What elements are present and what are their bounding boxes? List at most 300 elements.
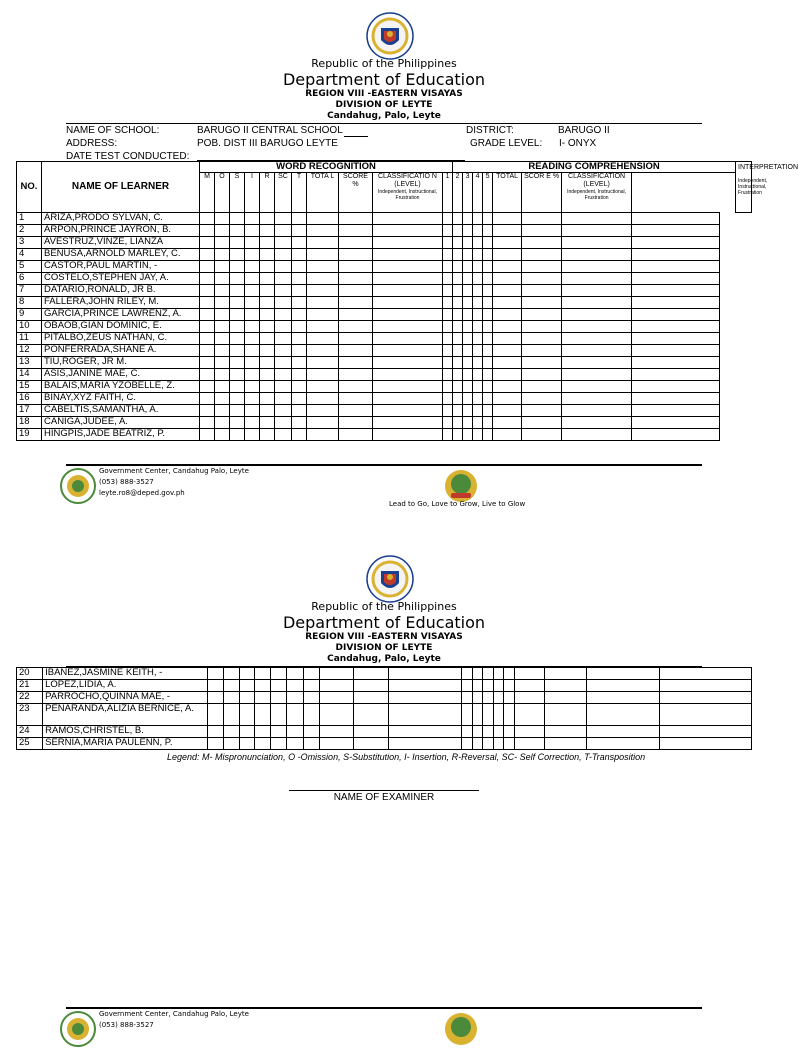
score-cell[interactable]: [493, 237, 522, 249]
score-cell[interactable]: [339, 213, 373, 225]
score-cell[interactable]: [200, 381, 215, 393]
score-cell[interactable]: [514, 680, 544, 692]
score-cell[interactable]: [632, 261, 720, 273]
score-cell[interactable]: [586, 738, 659, 750]
score-cell[interactable]: [286, 738, 304, 750]
score-cell[interactable]: [483, 393, 493, 405]
score-cell[interactable]: [632, 225, 720, 237]
score-cell[interactable]: [223, 680, 239, 692]
score-cell[interactable]: [483, 704, 493, 726]
score-cell[interactable]: [275, 285, 292, 297]
score-cell[interactable]: [522, 393, 562, 405]
score-cell[interactable]: [307, 429, 339, 441]
score-cell[interactable]: [373, 393, 443, 405]
score-cell[interactable]: [200, 309, 215, 321]
score-cell[interactable]: [443, 321, 453, 333]
score-cell[interactable]: [200, 273, 215, 285]
score-cell[interactable]: [373, 369, 443, 381]
score-cell[interactable]: [562, 297, 632, 309]
score-cell[interactable]: [275, 249, 292, 261]
score-cell[interactable]: [473, 381, 483, 393]
score-cell[interactable]: [307, 345, 339, 357]
score-cell[interactable]: [286, 680, 304, 692]
score-cell[interactable]: [483, 333, 493, 345]
score-cell[interactable]: [275, 417, 292, 429]
score-cell[interactable]: [462, 704, 472, 726]
score-cell[interactable]: [514, 692, 544, 704]
score-cell[interactable]: [544, 680, 586, 692]
score-cell[interactable]: [223, 726, 239, 738]
score-cell[interactable]: [307, 273, 339, 285]
score-cell[interactable]: [562, 237, 632, 249]
score-cell[interactable]: [462, 738, 472, 750]
score-cell[interactable]: [200, 417, 215, 429]
score-cell[interactable]: [245, 213, 260, 225]
score-cell[interactable]: [483, 345, 493, 357]
score-cell[interactable]: [339, 417, 373, 429]
score-cell[interactable]: [586, 668, 659, 680]
score-cell[interactable]: [260, 309, 275, 321]
score-cell[interactable]: [230, 369, 245, 381]
score-cell[interactable]: [373, 285, 443, 297]
score-cell[interactable]: [473, 249, 483, 261]
score-cell[interactable]: [562, 417, 632, 429]
score-cell[interactable]: [275, 429, 292, 441]
score-cell[interactable]: [522, 321, 562, 333]
score-cell[interactable]: [472, 738, 482, 750]
score-cell[interactable]: [389, 726, 462, 738]
score-cell[interactable]: [353, 738, 389, 750]
score-cell[interactable]: [504, 738, 514, 750]
score-cell[interactable]: [493, 213, 522, 225]
score-cell[interactable]: [239, 692, 255, 704]
score-cell[interactable]: [493, 261, 522, 273]
score-cell[interactable]: [339, 357, 373, 369]
score-cell[interactable]: [522, 225, 562, 237]
score-cell[interactable]: [473, 213, 483, 225]
score-cell[interactable]: [453, 381, 463, 393]
score-cell[interactable]: [373, 249, 443, 261]
score-cell[interactable]: [200, 237, 215, 249]
score-cell[interactable]: [472, 726, 482, 738]
score-cell[interactable]: [632, 369, 720, 381]
score-cell[interactable]: [215, 225, 230, 237]
score-cell[interactable]: [275, 261, 292, 273]
score-cell[interactable]: [373, 309, 443, 321]
score-cell[interactable]: [373, 273, 443, 285]
score-cell[interactable]: [245, 381, 260, 393]
score-cell[interactable]: [339, 381, 373, 393]
score-cell[interactable]: [562, 405, 632, 417]
score-cell[interactable]: [239, 726, 255, 738]
score-cell[interactable]: [255, 726, 271, 738]
score-cell[interactable]: [659, 692, 751, 704]
score-cell[interactable]: [215, 417, 230, 429]
score-cell[interactable]: [215, 237, 230, 249]
score-cell[interactable]: [453, 357, 463, 369]
score-cell[interactable]: [230, 321, 245, 333]
score-cell[interactable]: [443, 213, 453, 225]
score-cell[interactable]: [292, 417, 307, 429]
score-cell[interactable]: [307, 333, 339, 345]
score-cell[interactable]: [292, 249, 307, 261]
score-cell[interactable]: [286, 704, 304, 726]
score-cell[interactable]: [473, 261, 483, 273]
score-cell[interactable]: [493, 309, 522, 321]
score-cell[interactable]: [292, 357, 307, 369]
score-cell[interactable]: [339, 237, 373, 249]
score-cell[interactable]: [200, 357, 215, 369]
score-cell[interactable]: [275, 405, 292, 417]
score-cell[interactable]: [493, 345, 522, 357]
score-cell[interactable]: [493, 369, 522, 381]
score-cell[interactable]: [463, 417, 473, 429]
score-cell[interactable]: [200, 333, 215, 345]
score-cell[interactable]: [292, 345, 307, 357]
score-cell[interactable]: [339, 225, 373, 237]
score-cell[interactable]: [307, 381, 339, 393]
score-cell[interactable]: [562, 381, 632, 393]
score-cell[interactable]: [463, 345, 473, 357]
score-cell[interactable]: [339, 369, 373, 381]
score-cell[interactable]: [453, 213, 463, 225]
score-cell[interactable]: [483, 680, 493, 692]
score-cell[interactable]: [522, 369, 562, 381]
score-cell[interactable]: [245, 225, 260, 237]
score-cell[interactable]: [255, 680, 271, 692]
score-cell[interactable]: [215, 381, 230, 393]
score-cell[interactable]: [255, 704, 271, 726]
score-cell[interactable]: [483, 738, 493, 750]
score-cell[interactable]: [230, 417, 245, 429]
score-cell[interactable]: [260, 273, 275, 285]
score-cell[interactable]: [271, 726, 287, 738]
score-cell[interactable]: [443, 225, 453, 237]
score-cell[interactable]: [562, 321, 632, 333]
score-cell[interactable]: [463, 405, 473, 417]
score-cell[interactable]: [562, 357, 632, 369]
score-cell[interactable]: [373, 225, 443, 237]
score-cell[interactable]: [453, 261, 463, 273]
score-cell[interactable]: [493, 668, 503, 680]
score-cell[interactable]: [514, 668, 544, 680]
score-cell[interactable]: [562, 369, 632, 381]
score-cell[interactable]: [453, 297, 463, 309]
score-cell[interactable]: [443, 261, 453, 273]
score-cell[interactable]: [307, 285, 339, 297]
score-cell[interactable]: [292, 237, 307, 249]
score-cell[interactable]: [493, 393, 522, 405]
score-cell[interactable]: [320, 692, 353, 704]
score-cell[interactable]: [463, 213, 473, 225]
score-cell[interactable]: [373, 417, 443, 429]
score-cell[interactable]: [339, 261, 373, 273]
score-cell[interactable]: [307, 225, 339, 237]
score-cell[interactable]: [463, 333, 473, 345]
score-cell[interactable]: [292, 381, 307, 393]
score-cell[interactable]: [373, 429, 443, 441]
score-cell[interactable]: [562, 345, 632, 357]
score-cell[interactable]: [443, 333, 453, 345]
score-cell[interactable]: [483, 309, 493, 321]
score-cell[interactable]: [522, 345, 562, 357]
score-cell[interactable]: [239, 738, 255, 750]
score-cell[interactable]: [215, 285, 230, 297]
score-cell[interactable]: [275, 309, 292, 321]
score-cell[interactable]: [230, 237, 245, 249]
score-cell[interactable]: [215, 249, 230, 261]
score-cell[interactable]: [514, 738, 544, 750]
score-cell[interactable]: [522, 285, 562, 297]
score-cell[interactable]: [215, 273, 230, 285]
score-cell[interactable]: [493, 680, 503, 692]
score-cell[interactable]: [493, 417, 522, 429]
score-cell[interactable]: [462, 692, 472, 704]
score-cell[interactable]: [562, 393, 632, 405]
score-cell[interactable]: [200, 405, 215, 417]
score-cell[interactable]: [260, 213, 275, 225]
score-cell[interactable]: [373, 297, 443, 309]
score-cell[interactable]: [307, 249, 339, 261]
score-cell[interactable]: [443, 405, 453, 417]
score-cell[interactable]: [453, 405, 463, 417]
score-cell[interactable]: [373, 213, 443, 225]
score-cell[interactable]: [223, 668, 239, 680]
score-cell[interactable]: [230, 357, 245, 369]
score-cell[interactable]: [453, 333, 463, 345]
score-cell[interactable]: [200, 213, 215, 225]
score-cell[interactable]: [292, 321, 307, 333]
score-cell[interactable]: [260, 405, 275, 417]
score-cell[interactable]: [271, 668, 287, 680]
score-cell[interactable]: [483, 249, 493, 261]
score-cell[interactable]: [483, 225, 493, 237]
score-cell[interactable]: [463, 381, 473, 393]
score-cell[interactable]: [239, 668, 255, 680]
score-cell[interactable]: [320, 726, 353, 738]
score-cell[interactable]: [200, 285, 215, 297]
score-cell[interactable]: [373, 357, 443, 369]
score-cell[interactable]: [245, 273, 260, 285]
score-cell[interactable]: [463, 249, 473, 261]
score-cell[interactable]: [223, 692, 239, 704]
score-cell[interactable]: [473, 309, 483, 321]
score-cell[interactable]: [353, 704, 389, 726]
score-cell[interactable]: [292, 309, 307, 321]
score-cell[interactable]: [544, 726, 586, 738]
score-cell[interactable]: [373, 381, 443, 393]
score-cell[interactable]: [339, 333, 373, 345]
score-cell[interactable]: [522, 249, 562, 261]
score-cell[interactable]: [562, 249, 632, 261]
score-cell[interactable]: [504, 704, 514, 726]
score-cell[interactable]: [307, 297, 339, 309]
score-cell[interactable]: [443, 393, 453, 405]
score-cell[interactable]: [230, 345, 245, 357]
score-cell[interactable]: [200, 429, 215, 441]
score-cell[interactable]: [443, 345, 453, 357]
score-cell[interactable]: [307, 393, 339, 405]
score-cell[interactable]: [230, 273, 245, 285]
score-cell[interactable]: [339, 321, 373, 333]
score-cell[interactable]: [271, 680, 287, 692]
score-cell[interactable]: [260, 345, 275, 357]
score-cell[interactable]: [353, 692, 389, 704]
score-cell[interactable]: [260, 225, 275, 237]
score-cell[interactable]: [304, 680, 320, 692]
score-cell[interactable]: [307, 213, 339, 225]
score-cell[interactable]: [275, 321, 292, 333]
score-cell[interactable]: [443, 237, 453, 249]
score-cell[interactable]: [208, 738, 224, 750]
score-cell[interactable]: [504, 668, 514, 680]
score-cell[interactable]: [632, 393, 720, 405]
score-cell[interactable]: [483, 321, 493, 333]
score-cell[interactable]: [473, 273, 483, 285]
score-cell[interactable]: [208, 704, 224, 726]
score-cell[interactable]: [453, 393, 463, 405]
score-cell[interactable]: [522, 297, 562, 309]
score-cell[interactable]: [443, 249, 453, 261]
score-cell[interactable]: [373, 345, 443, 357]
score-cell[interactable]: [304, 704, 320, 726]
score-cell[interactable]: [443, 297, 453, 309]
score-cell[interactable]: [453, 309, 463, 321]
score-cell[interactable]: [245, 357, 260, 369]
score-cell[interactable]: [200, 393, 215, 405]
score-cell[interactable]: [493, 225, 522, 237]
score-cell[interactable]: [522, 309, 562, 321]
score-cell[interactable]: [632, 417, 720, 429]
score-cell[interactable]: [483, 405, 493, 417]
score-cell[interactable]: [463, 273, 473, 285]
score-cell[interactable]: [522, 237, 562, 249]
score-cell[interactable]: [275, 225, 292, 237]
score-cell[interactable]: [208, 668, 224, 680]
score-cell[interactable]: [544, 704, 586, 726]
score-cell[interactable]: [632, 429, 720, 441]
score-cell[interactable]: [632, 357, 720, 369]
score-cell[interactable]: [353, 680, 389, 692]
score-cell[interactable]: [215, 261, 230, 273]
score-cell[interactable]: [473, 429, 483, 441]
score-cell[interactable]: [239, 704, 255, 726]
score-cell[interactable]: [453, 273, 463, 285]
score-cell[interactable]: [586, 726, 659, 738]
score-cell[interactable]: [255, 692, 271, 704]
score-cell[interactable]: [522, 333, 562, 345]
score-cell[interactable]: [230, 393, 245, 405]
score-cell[interactable]: [462, 668, 472, 680]
score-cell[interactable]: [215, 357, 230, 369]
score-cell[interactable]: [453, 225, 463, 237]
score-cell[interactable]: [443, 417, 453, 429]
score-cell[interactable]: [463, 285, 473, 297]
score-cell[interactable]: [260, 369, 275, 381]
score-cell[interactable]: [493, 738, 503, 750]
score-cell[interactable]: [320, 668, 353, 680]
score-cell[interactable]: [443, 285, 453, 297]
score-cell[interactable]: [339, 429, 373, 441]
score-cell[interactable]: [544, 738, 586, 750]
score-cell[interactable]: [562, 333, 632, 345]
score-cell[interactable]: [275, 345, 292, 357]
score-cell[interactable]: [522, 381, 562, 393]
score-cell[interactable]: [260, 237, 275, 249]
score-cell[interactable]: [443, 273, 453, 285]
score-cell[interactable]: [463, 321, 473, 333]
score-cell[interactable]: [522, 429, 562, 441]
score-cell[interactable]: [463, 369, 473, 381]
score-cell[interactable]: [200, 345, 215, 357]
score-cell[interactable]: [632, 309, 720, 321]
score-cell[interactable]: [307, 357, 339, 369]
score-cell[interactable]: [483, 429, 493, 441]
score-cell[interactable]: [245, 417, 260, 429]
score-cell[interactable]: [562, 213, 632, 225]
score-cell[interactable]: [260, 261, 275, 273]
score-cell[interactable]: [659, 704, 751, 726]
score-cell[interactable]: [304, 668, 320, 680]
score-cell[interactable]: [286, 692, 304, 704]
score-cell[interactable]: [373, 261, 443, 273]
score-cell[interactable]: [292, 213, 307, 225]
score-cell[interactable]: [286, 726, 304, 738]
score-cell[interactable]: [275, 333, 292, 345]
score-cell[interactable]: [453, 417, 463, 429]
score-cell[interactable]: [632, 297, 720, 309]
score-cell[interactable]: [562, 309, 632, 321]
score-cell[interactable]: [473, 333, 483, 345]
score-cell[interactable]: [632, 345, 720, 357]
score-cell[interactable]: [522, 213, 562, 225]
score-cell[interactable]: [562, 225, 632, 237]
score-cell[interactable]: [292, 393, 307, 405]
score-cell[interactable]: [493, 692, 503, 704]
score-cell[interactable]: [544, 668, 586, 680]
score-cell[interactable]: [215, 333, 230, 345]
score-cell[interactable]: [632, 285, 720, 297]
score-cell[interactable]: [483, 285, 493, 297]
score-cell[interactable]: [286, 668, 304, 680]
score-cell[interactable]: [473, 321, 483, 333]
score-cell[interactable]: [230, 213, 245, 225]
score-cell[interactable]: [493, 249, 522, 261]
score-cell[interactable]: [230, 297, 245, 309]
score-cell[interactable]: [493, 381, 522, 393]
score-cell[interactable]: [292, 333, 307, 345]
score-cell[interactable]: [463, 225, 473, 237]
score-cell[interactable]: [522, 261, 562, 273]
score-cell[interactable]: [245, 297, 260, 309]
score-cell[interactable]: [200, 225, 215, 237]
score-cell[interactable]: [275, 381, 292, 393]
score-cell[interactable]: [659, 668, 751, 680]
score-cell[interactable]: [463, 309, 473, 321]
score-cell[interactable]: [632, 321, 720, 333]
score-cell[interactable]: [292, 285, 307, 297]
score-cell[interactable]: [200, 249, 215, 261]
score-cell[interactable]: [632, 381, 720, 393]
score-cell[interactable]: [339, 273, 373, 285]
score-cell[interactable]: [389, 738, 462, 750]
score-cell[interactable]: [215, 213, 230, 225]
score-cell[interactable]: [483, 692, 493, 704]
score-cell[interactable]: [443, 309, 453, 321]
score-cell[interactable]: [493, 285, 522, 297]
score-cell[interactable]: [307, 405, 339, 417]
score-cell[interactable]: [275, 297, 292, 309]
